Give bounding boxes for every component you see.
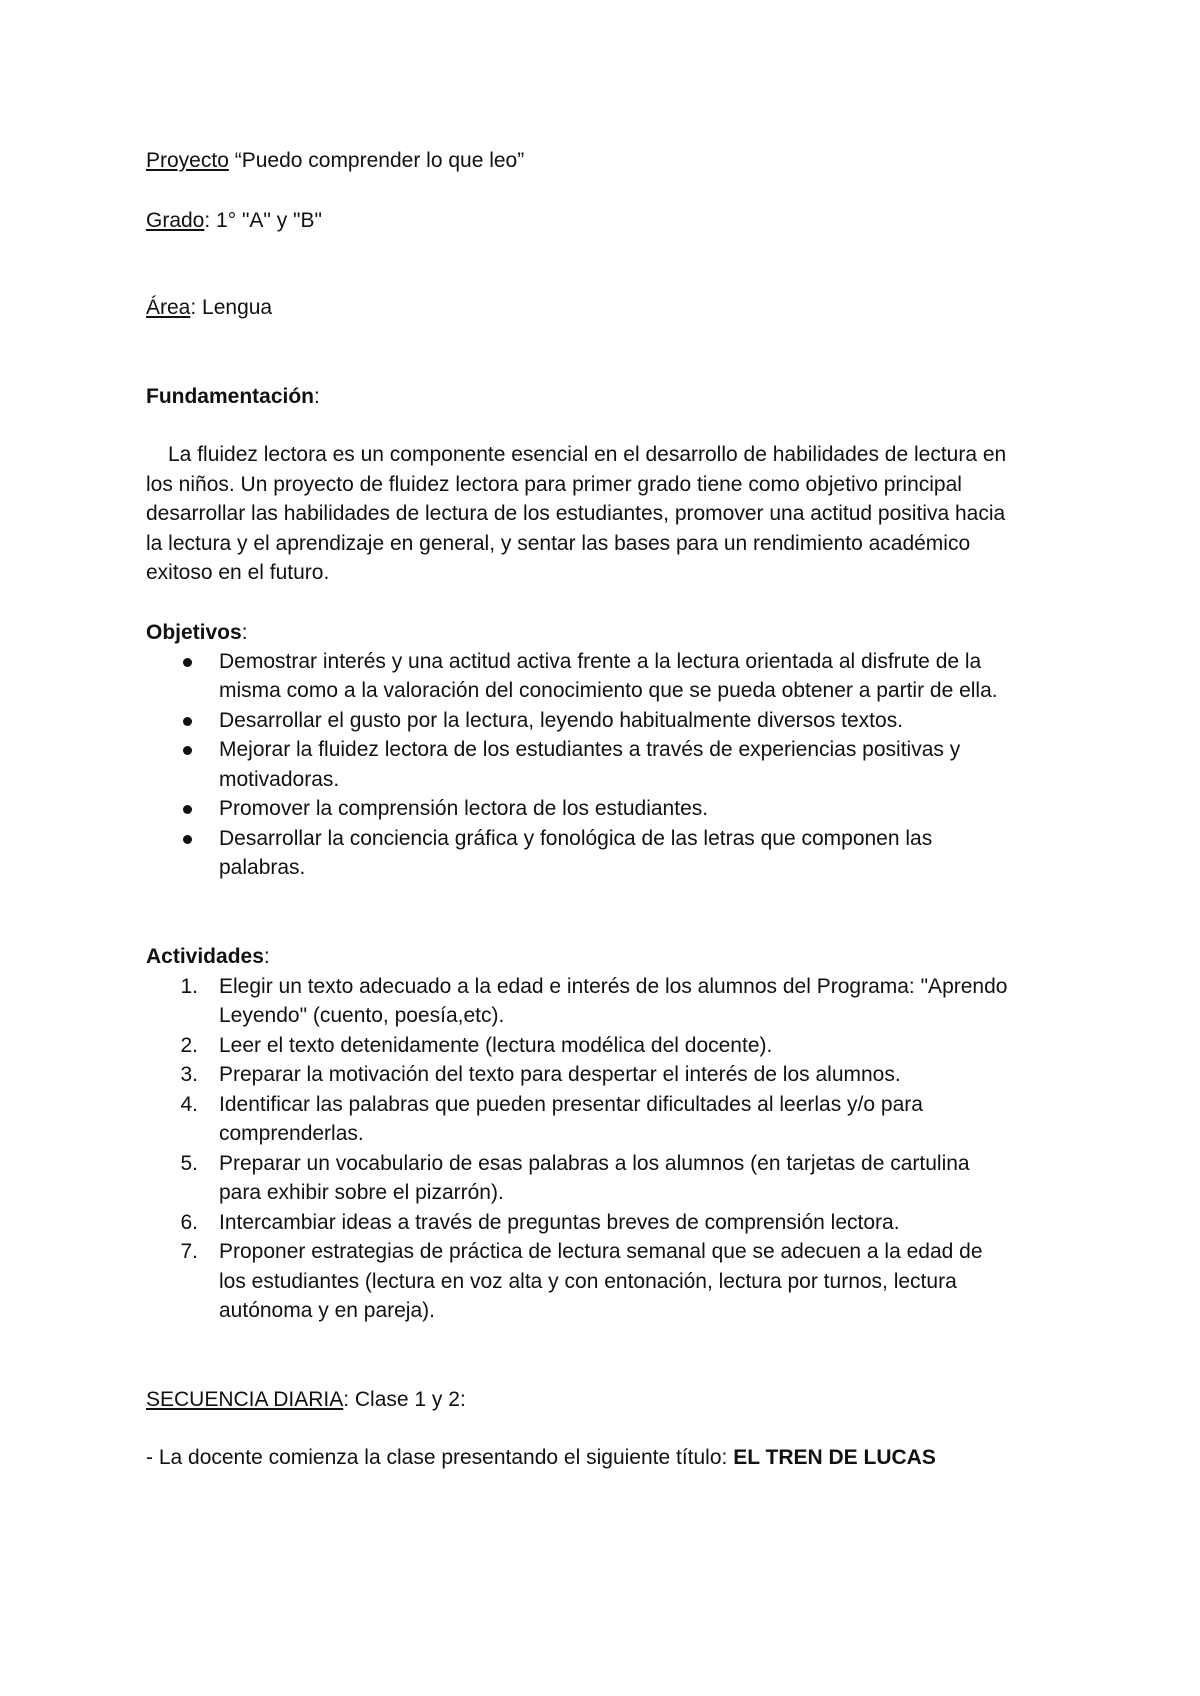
secuencia-label: SECUENCIA DIARIA	[146, 1388, 344, 1411]
actividad-item-cont: los estudiantes (lectura en voz alta y con entonación, lectura por turnos, lectura	[219, 1270, 957, 1293]
proyecto-line	[146, 150, 524, 171]
fundamentacion-line: la lectura y el aprendizaje en general, y sentar las bases para un rendimiento académico	[146, 532, 971, 555]
proyecto-label: Proyecto	[146, 149, 229, 172]
actividad-number: 1.	[180, 975, 198, 998]
objetivo-item: Desarrollar la conciencia gráfica y fonológica de las letras que componen las	[219, 827, 933, 850]
objetivo-item-cont: misma como a la valoración del conocimiento que se pueda obtener a partir de ella.	[219, 679, 998, 702]
bullet-icon	[183, 746, 192, 755]
secuencia-value: : Clase 1 y 2:	[343, 1388, 466, 1411]
actividad-item: Elegir un texto adecuado a la edad e interés de los alumnos del Programa: "Aprendo	[219, 975, 1008, 998]
objetivos-heading: Objetivos:	[146, 621, 248, 644]
actividad-item: Intercambiar ideas a través de preguntas breves de comprensión lectora.	[219, 1211, 900, 1234]
secuencia-line: - La docente comienza la clase presentando el siguiente título: EL TREN DE LUCAS	[146, 1446, 936, 1469]
actividad-number: 3.	[180, 1063, 198, 1086]
actividad-number: 6.	[180, 1211, 198, 1234]
bullet-icon	[183, 835, 192, 844]
secuencia-heading	[146, 1389, 466, 1410]
bullet-icon	[183, 805, 192, 814]
area-value: : Lengua	[190, 296, 273, 319]
actividad-number: 2.	[180, 1034, 198, 1057]
fundamentacion-line: los niños. Un proyecto de fluidez lectora para primer grado tiene como objetivo principal	[146, 473, 962, 496]
actividad-item: Preparar la motivación del texto para despertar el interés de los alumnos.	[219, 1063, 901, 1086]
actividad-item: Proponer estrategias de práctica de lectura semanal que se adecuen a la edad de	[219, 1240, 983, 1263]
fundamentacion-title: Fundamentación	[146, 385, 315, 408]
objetivo-item: Demostrar interés y una actitud activa frente a la lectura orientada al disfrute de la	[219, 650, 982, 673]
grado-label: Grado	[146, 209, 205, 232]
objetivo-item-cont: motivadoras.	[219, 768, 340, 791]
actividad-item-cont: Leyendo" (cuento, poesía,etc).	[219, 1004, 505, 1027]
objetivo-item: Mejorar la fluidez lectora de los estudiantes a través de experiencias positivas y	[219, 738, 961, 761]
fundamentacion-heading: Fundamentación:	[146, 385, 320, 408]
bullet-icon	[183, 717, 192, 726]
actividad-number: 4.	[180, 1093, 198, 1116]
objetivo-item: Promover la comprensión lectora de los estudiantes.	[219, 797, 709, 820]
objetivo-item-cont: palabras.	[219, 856, 306, 879]
story-title: EL TREN DE LUCAS	[733, 1446, 936, 1469]
actividades-title: Actividades	[146, 945, 264, 968]
bullet-icon	[183, 658, 192, 667]
actividad-number: 5.	[180, 1152, 198, 1175]
area-label: Área	[146, 296, 191, 319]
actividad-item-cont: autónoma y en pareja).	[219, 1299, 435, 1322]
fundamentacion-line: desarrollar las habilidades de lectura de los estudiantes, promover una actitud positiva hacia	[146, 502, 1006, 525]
actividad-item: Leer el texto detenidamente (lectura modélica del docente).	[219, 1034, 773, 1057]
actividades-heading: Actividades:	[146, 945, 270, 968]
actividad-item: Identificar las palabras que pueden presentar dificultades al leerlas y/o para	[219, 1093, 923, 1116]
grado-line	[146, 210, 322, 231]
area-line	[146, 297, 272, 318]
objetivo-item: Desarrollar el gusto por la lectura, leyendo habitualmente diversos textos.	[219, 709, 904, 732]
proyecto-value: “Puedo comprender lo que leo”	[228, 149, 525, 172]
actividad-number: 7.	[180, 1240, 198, 1263]
actividad-item-cont: comprenderlas.	[219, 1122, 364, 1145]
actividad-item-cont: para exhibir sobre el pizarrón).	[219, 1181, 504, 1204]
fundamentacion-line: exitoso en el futuro.	[146, 561, 330, 584]
actividad-item: Preparar un vocabulario de esas palabras a los alumnos (en tarjetas de cartulina	[219, 1152, 970, 1175]
fundamentacion-line: La fluidez lectora es un componente esencial en el desarrollo de habilidades de lectura en	[168, 443, 1007, 466]
grado-value: : 1° "A" y "B"	[204, 209, 322, 232]
objetivos-title: Objetivos	[146, 621, 242, 644]
